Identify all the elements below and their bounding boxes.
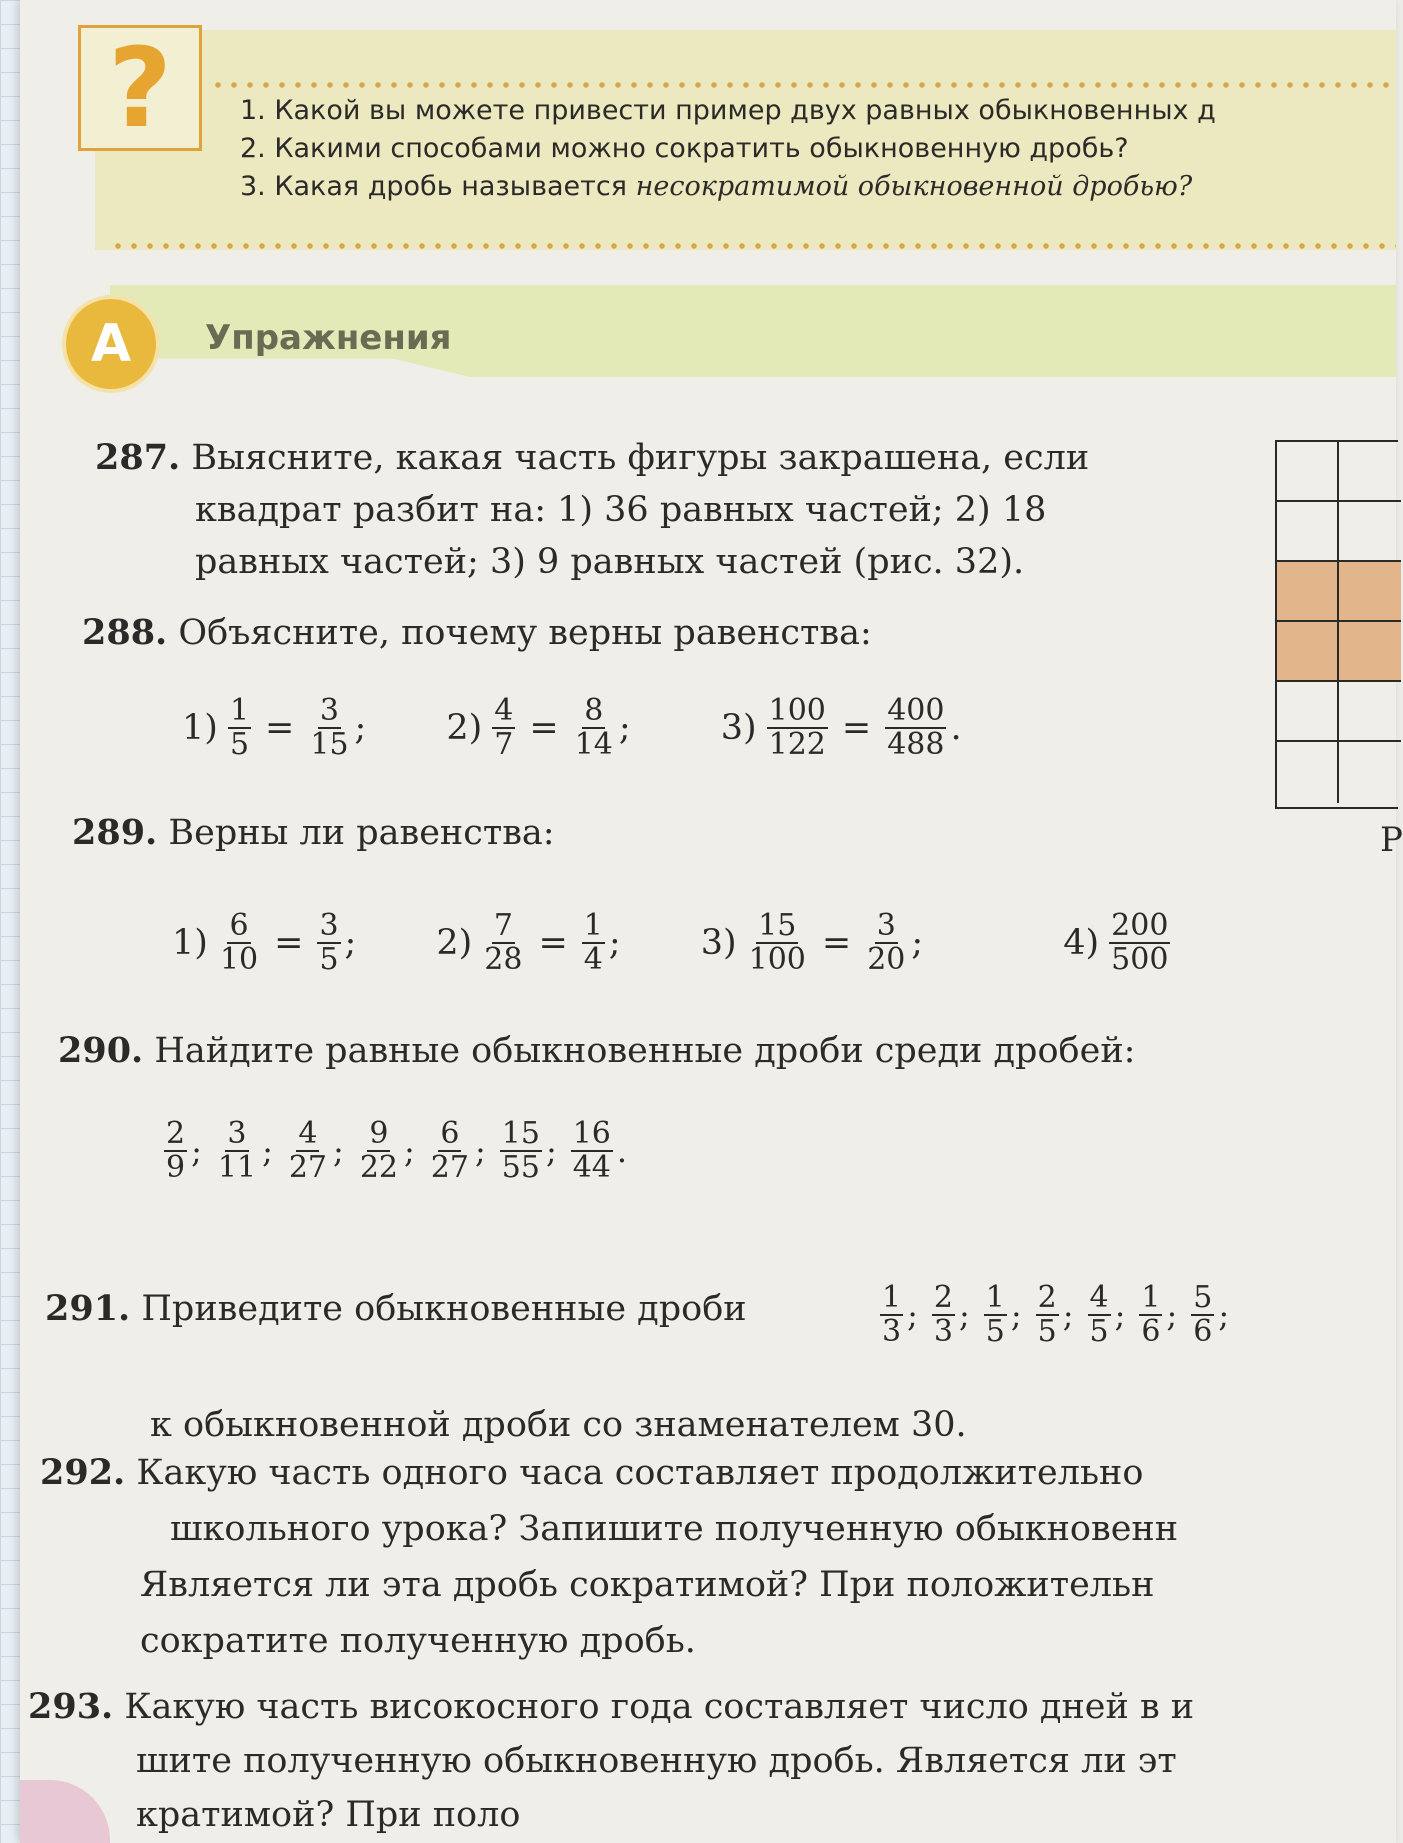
exercise-text: квадрат разбит на: 1) 36 равных частей; 2) 18 <box>195 490 1047 530</box>
grid-cell <box>1277 742 1339 803</box>
fraction-item: $\frac{2}{3}$ ; <box>933 1280 970 1349</box>
exercise-293 <box>28 1680 1194 1842</box>
grid-cell <box>1339 682 1401 742</box>
fraction-item: $\frac{15}{55}$ ; <box>501 1116 557 1185</box>
fraction: $\frac{5}{6}$ <box>1193 1280 1213 1349</box>
exercise-number: 288. <box>82 612 168 653</box>
exercise-text: Является ли эта дробь сократимой? При положительн <box>140 1565 1155 1605</box>
fraction-item: $\frac{2}{5}$ ; <box>1037 1280 1074 1349</box>
fraction: $\frac{3}{5}$ <box>319 908 339 977</box>
exercise-292 <box>40 1445 1178 1669</box>
exercise-text: Какую часть високосного года составляет число дней в и <box>124 1687 1195 1727</box>
fraction: $\frac{4}{27}$ <box>288 1116 328 1185</box>
exercise-text: шите полученную обыкновенную дробь. Является ли эт <box>136 1741 1177 1781</box>
fraction: $\frac{1}{3}$ <box>882 1280 902 1349</box>
fraction-item: $\frac{5}{6}$ ; <box>1193 1280 1230 1349</box>
fraction: $\frac{2}{9}$ <box>166 1116 186 1185</box>
grid-cell <box>1277 682 1339 742</box>
fraction-list-291 <box>876 1282 1239 1348</box>
fraction: $\frac{4}{7}$ <box>494 693 514 762</box>
exercise-text: школьного урока? Запишите полученную обыкновенн <box>170 1509 1179 1549</box>
grid-cell <box>1277 442 1339 502</box>
equality-item: 3) $\frac{100}{122}$ = $\frac{400}{488}$ . <box>720 693 962 762</box>
grid-cell <box>1339 742 1401 803</box>
fraction: $\frac{1}{5}$ <box>229 693 250 762</box>
equality-item: 1) $\frac{1}{5}$ = $\frac{3}{15}$ ; <box>182 693 367 762</box>
exercise-number: 292. <box>40 1452 126 1493</box>
shaded-cell <box>1339 562 1401 622</box>
fraction-item: $\frac{4}{27}$ ; <box>288 1116 344 1185</box>
exercise-287 <box>95 432 1089 588</box>
equality-item: 2) $\frac{7}{28}$ = $\frac{1}{4}$ ; <box>436 908 621 977</box>
equalities-289 <box>172 910 1174 976</box>
fraction-item: $\frac{2}{9}$ ; <box>166 1116 202 1185</box>
exercise-text: Найдите равные обыкновенные дроби среди дробей: <box>154 1031 1136 1071</box>
shaded-cell <box>1339 622 1401 682</box>
grid-cell <box>1339 502 1401 562</box>
fraction: $\frac{3}{20}$ <box>867 908 906 977</box>
fraction: $\frac{100}{122}$ <box>768 693 826 762</box>
exercise-number: 291. <box>45 1288 131 1329</box>
fraction: $\frac{15}{100}$ <box>748 908 806 977</box>
fraction-item: $\frac{3}{11}$ ; <box>217 1116 273 1185</box>
fraction: $\frac{1}{5}$ <box>985 1280 1005 1349</box>
fraction: $\frac{1}{4}$ <box>583 908 603 977</box>
grid-cell <box>1277 502 1339 562</box>
fraction: $\frac{3}{15}$ <box>310 693 349 762</box>
section-letter-badge: А <box>62 295 160 393</box>
exercise-text: кратимой? При поло <box>136 1795 521 1835</box>
fraction-item: $\frac{9}{22}$ ; <box>359 1116 415 1185</box>
exercise-text: Приведите обыкновенные дроби <box>141 1289 747 1329</box>
dotted-divider <box>210 82 1396 88</box>
fraction-list-290 <box>160 1118 637 1184</box>
exercise-289 <box>72 812 555 853</box>
question-1: 1. Какой вы можете привести пример двух равных обыкновенных д <box>240 95 1216 126</box>
fraction: $\frac{16}{44}$ <box>572 1116 611 1185</box>
grid-cell <box>1339 442 1401 502</box>
fraction: $\frac{1}{6}$ <box>1141 1280 1161 1349</box>
fraction: $\frac{3}{11}$ <box>217 1116 257 1185</box>
review-questions <box>240 92 1216 206</box>
shaded-cell <box>1277 562 1339 622</box>
exercise-number: 289. <box>72 812 158 853</box>
section-title: Упражнения <box>205 318 452 358</box>
question-2: 2. Какими способами можно сократить обыкновенную дробь? <box>240 133 1129 164</box>
exercise-text: Верны ли равенства: <box>168 813 555 853</box>
fraction: $\frac{2}{3}$ <box>933 1280 953 1349</box>
fraction-item: $\frac{1}{3}$ ; <box>882 1280 918 1349</box>
figure-32-grid <box>1275 440 1398 809</box>
fraction: $\frac{400}{488}$ <box>887 693 945 762</box>
fraction: $\frac{200}{500}$ <box>1111 908 1169 977</box>
exercise-number: 287. <box>95 437 181 478</box>
exercise-290 <box>58 1030 1135 1071</box>
exercise-text: Какую часть одного часа составляет продолжительно <box>136 1453 1144 1493</box>
exercise-text: к обыкновенной дроби со знаменателем 30. <box>150 1405 967 1445</box>
exercise-text: Объясните, почему верны равенства: <box>178 613 872 653</box>
fraction: $\frac{6}{10}$ <box>219 908 259 977</box>
fraction-item: $\frac{1}{6}$ ; <box>1141 1280 1178 1349</box>
equality-item: 3) $\frac{15}{100}$ = $\frac{3}{20}$ ; <box>700 908 924 977</box>
fraction: $\frac{9}{22}$ <box>359 1116 398 1185</box>
equality-item: 4) $\frac{200}{500}$ <box>1063 908 1169 977</box>
fraction: $\frac{6}{27}$ <box>430 1116 469 1185</box>
exercise-291 <box>45 1288 747 1329</box>
question-3: 3. Какая дробь называется несократимой обыкновенной дробью? <box>240 171 1193 202</box>
equality-item: 2) $\frac{4}{7}$ = $\frac{8}{14}$ ; <box>446 693 631 762</box>
exercise-text: сократите полученную дробь. <box>140 1621 696 1661</box>
fraction-item: $\frac{1}{5}$ ; <box>985 1280 1022 1349</box>
equalities-288 <box>182 695 962 761</box>
exercise-288 <box>82 612 872 653</box>
figure-caption-fragment: Р <box>1380 820 1403 860</box>
fraction-item: $\frac{4}{5}$ ; <box>1089 1280 1126 1349</box>
fraction-item: $\frac{6}{27}$ ; <box>430 1116 486 1185</box>
fraction-item: $\frac{16}{44}$ . <box>572 1116 628 1185</box>
shaded-cell <box>1277 622 1339 682</box>
fraction: $\frac{2}{5}$ <box>1037 1280 1057 1349</box>
exercise-number: 290. <box>58 1030 144 1071</box>
fraction: $\frac{15}{55}$ <box>501 1116 540 1185</box>
exercise-text: равных частей; 3) 9 равных частей (рис. 32). <box>195 542 1025 582</box>
fraction: $\frac{7}{28}$ <box>484 908 523 977</box>
fraction: $\frac{4}{5}$ <box>1089 1280 1109 1349</box>
equality-item: 1) $\frac{6}{10}$ = $\frac{3}{5}$ ; <box>172 908 357 977</box>
fraction: $\frac{8}{14}$ <box>574 693 613 762</box>
question-mark-icon: ? <box>78 25 202 151</box>
dotted-divider <box>110 243 1396 249</box>
exercise-text: Выясните, какая часть фигуры закрашена, если <box>191 438 1090 478</box>
exercise-number: 293. <box>28 1686 114 1727</box>
